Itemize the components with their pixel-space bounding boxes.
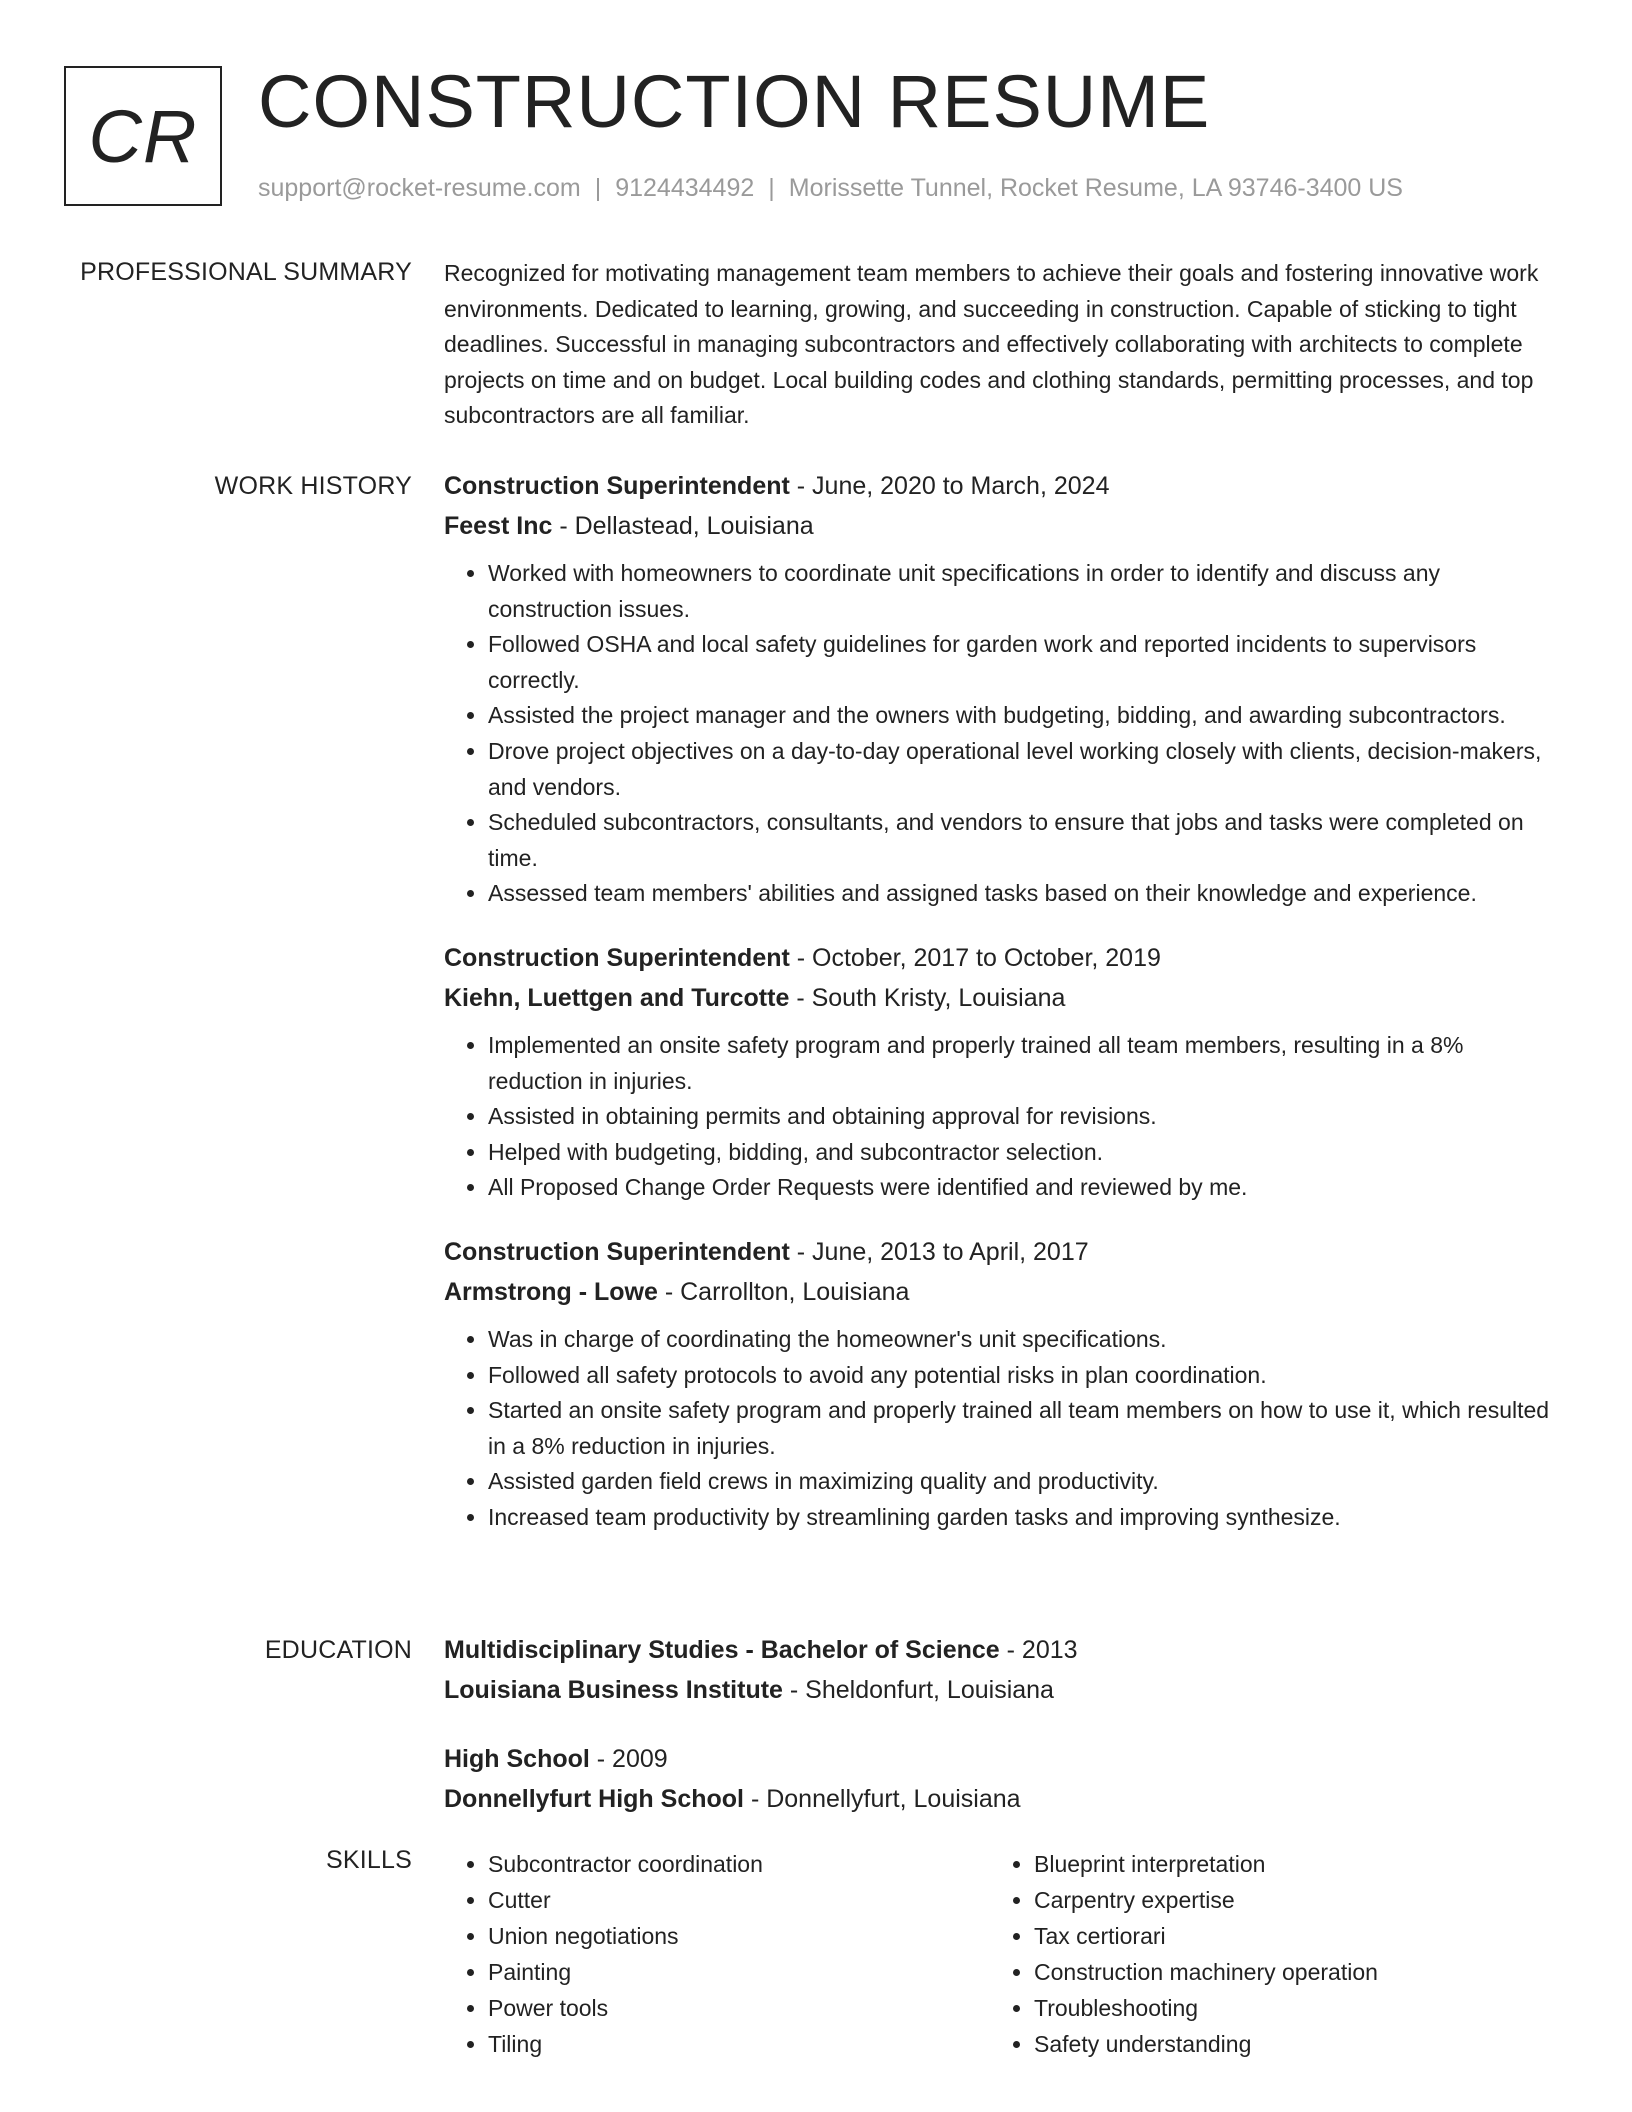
contact-line: [258, 174, 1403, 203]
job-entry: [444, 938, 1554, 1206]
skill-item: • Blueprint interpretation: [1034, 1846, 1536, 1882]
job-company-line: [444, 506, 1554, 546]
section-label-education: EDUCATION: [264, 1636, 412, 1664]
summary-content: [444, 256, 1554, 434]
job-entry: [444, 466, 1554, 912]
skills-content: [444, 1846, 1554, 2062]
job-title-line: [444, 1232, 1554, 1272]
education-school: Donnellyfurt High School: [444, 1785, 744, 1813]
education-school: Louisiana Business Institute: [444, 1676, 783, 1704]
skill-item: • Subcontractor coordination: [488, 1846, 990, 1882]
skill-item: • Power tools: [488, 1990, 990, 2026]
job-company: Feest Inc: [444, 512, 553, 540]
job-bullet: • Assisted in obtaining permits and obtaining approval for revisions.: [488, 1099, 1554, 1135]
job-company: Kiehn, Luettgen and Turcotte: [444, 983, 790, 1012]
section-label-work: WORK HISTORY: [214, 472, 412, 500]
job-entry: [444, 1232, 1554, 1536]
job-bullet: • Helped with budgeting, bidding, and subcontractor selection.: [488, 1135, 1554, 1171]
skill-item: • Construction machinery operation: [1034, 1954, 1536, 1990]
education-degree: Multidisciplinary Studies - Bachelor of Science: [444, 1636, 1000, 1664]
job-bullet: • Worked with homeowners to coordinate unit specifications in order to identify and discuss any construction issues.: [488, 556, 1554, 627]
job-location: - Carrollton, Louisiana: [657, 1277, 910, 1306]
job-dates: - June, 2020 to March, 2024: [789, 472, 1110, 500]
job-bullets: [444, 1322, 1554, 1536]
education-degree-line: [444, 1739, 1554, 1779]
skills-list-right: [990, 1846, 1536, 2062]
skill-item: • Union negotiations: [488, 1918, 990, 1954]
job-bullet: • Implemented an onsite safety program and properly trained all team members, resulting in a 8% reduction in injuries.: [488, 1028, 1554, 1099]
job-dates: - June, 2013 to April, 2017: [789, 1237, 1089, 1266]
job-bullet: • Assessed team members' abilities and assigned tasks based on their knowledge and experience.: [488, 876, 1554, 912]
job-company-line: [444, 978, 1554, 1018]
skill-item: • Tiling: [488, 2026, 990, 2062]
job-bullet: • All Proposed Change Order Requests were identified and reviewed by me.: [488, 1170, 1554, 1206]
work-content: [444, 466, 1554, 1535]
summary-text: Recognized for motivating management team members to achieve their goals and fostering innovative work environments. Dedicated to learning, growing, and succeeding in construction. Capable of sticking to tight deadlines. Successful in managing subcontractors and effectively collaborating with architects to complete projects on time and on budget. Local building codes and clothing standards, permitting processes, and top subcontractors are all familiar.: [444, 260, 1539, 428]
job-company-line: [444, 1272, 1554, 1312]
skill-item: • Cutter: [488, 1882, 990, 1918]
job-title-line: [444, 466, 1554, 506]
monogram-box: [64, 66, 222, 206]
education-location: - Sheldonfurt, Louisiana: [782, 1676, 1054, 1704]
monogram-initials: CR: [88, 94, 198, 178]
job-dates: - October, 2017 to October, 2019: [789, 943, 1161, 972]
job-location: - South Kristy, Louisiana: [789, 983, 1066, 1012]
contact-separator: |: [768, 174, 775, 202]
education-school-line: [444, 1670, 1554, 1710]
job-bullet: • Scheduled subcontractors, consultants, and vendors to ensure that jobs and tasks were completed on time.: [488, 805, 1554, 876]
job-company: Armstrong - Lowe: [444, 1277, 658, 1306]
education-location: - Donnellyfurt, Louisiana: [744, 1785, 1021, 1813]
education-entry: [444, 1630, 1554, 1710]
skill-item: • Painting: [488, 1954, 990, 1990]
skill-item: • Troubleshooting: [1034, 1990, 1536, 2026]
job-bullet: • Followed all safety protocols to avoid any potential risks in plan coordination.: [488, 1358, 1554, 1394]
section-label-skills: SKILLS: [326, 1846, 412, 1874]
contact-email[interactable]: support@rocket-resume.com: [258, 174, 581, 202]
job-title: Construction Superintendent: [444, 943, 790, 972]
education-year: - 2009: [589, 1745, 668, 1773]
resume-name: CONSTRUCTION RESUME: [258, 60, 1211, 143]
job-title: Construction Superintendent: [444, 1237, 790, 1266]
job-bullet: • Assisted garden field crews in maximizing quality and productivity.: [488, 1464, 1554, 1500]
education-entry: [444, 1739, 1554, 1819]
job-bullets: [444, 1028, 1554, 1206]
job-bullet: • Assisted the project manager and the owners with budgeting, bidding, and awarding subcontractors.: [488, 698, 1554, 734]
education-school-line: [444, 1779, 1554, 1819]
job-bullets: [444, 556, 1554, 912]
education-degree-line: [444, 1630, 1554, 1670]
section-label-summary: PROFESSIONAL SUMMARY: [80, 258, 412, 286]
education-year: - 2013: [999, 1636, 1078, 1664]
job-location: - Dellastead, Louisiana: [552, 512, 814, 540]
skills-list-left: [444, 1846, 990, 2062]
contact-address: Morissette Tunnel, Rocket Resume, LA 93746-3400 US: [788, 174, 1403, 202]
job-bullet: • Started an onsite safety program and properly trained all team members on how to use it, which resulted in a 8% reduction in injuries.: [488, 1393, 1554, 1464]
job-bullet: • Increased team productivity by streamlining garden tasks and improving synthesize.: [488, 1500, 1554, 1536]
skill-item: • Carpentry expertise: [1034, 1882, 1536, 1918]
contact-separator: |: [594, 174, 602, 202]
education-degree: High School: [444, 1745, 590, 1773]
education-content: [444, 1630, 1554, 1819]
job-bullet: • Was in charge of coordinating the homeowner's unit specifications.: [488, 1322, 1554, 1358]
job-bullet: • Drove project objectives on a day-to-day operational level working closely with clients, decision-makers, and vendors.: [488, 734, 1554, 805]
job-bullet: • Followed OSHA and local safety guidelines for garden work and reported incidents to supervisors correctly.: [488, 627, 1554, 698]
job-title-line: [444, 938, 1554, 978]
skill-item: • Tax certiorari: [1034, 1918, 1536, 1954]
job-title: Construction Superintendent: [444, 472, 790, 500]
contact-phone[interactable]: 9124434492: [615, 174, 755, 202]
skill-item: • Safety understanding: [1034, 2026, 1536, 2062]
